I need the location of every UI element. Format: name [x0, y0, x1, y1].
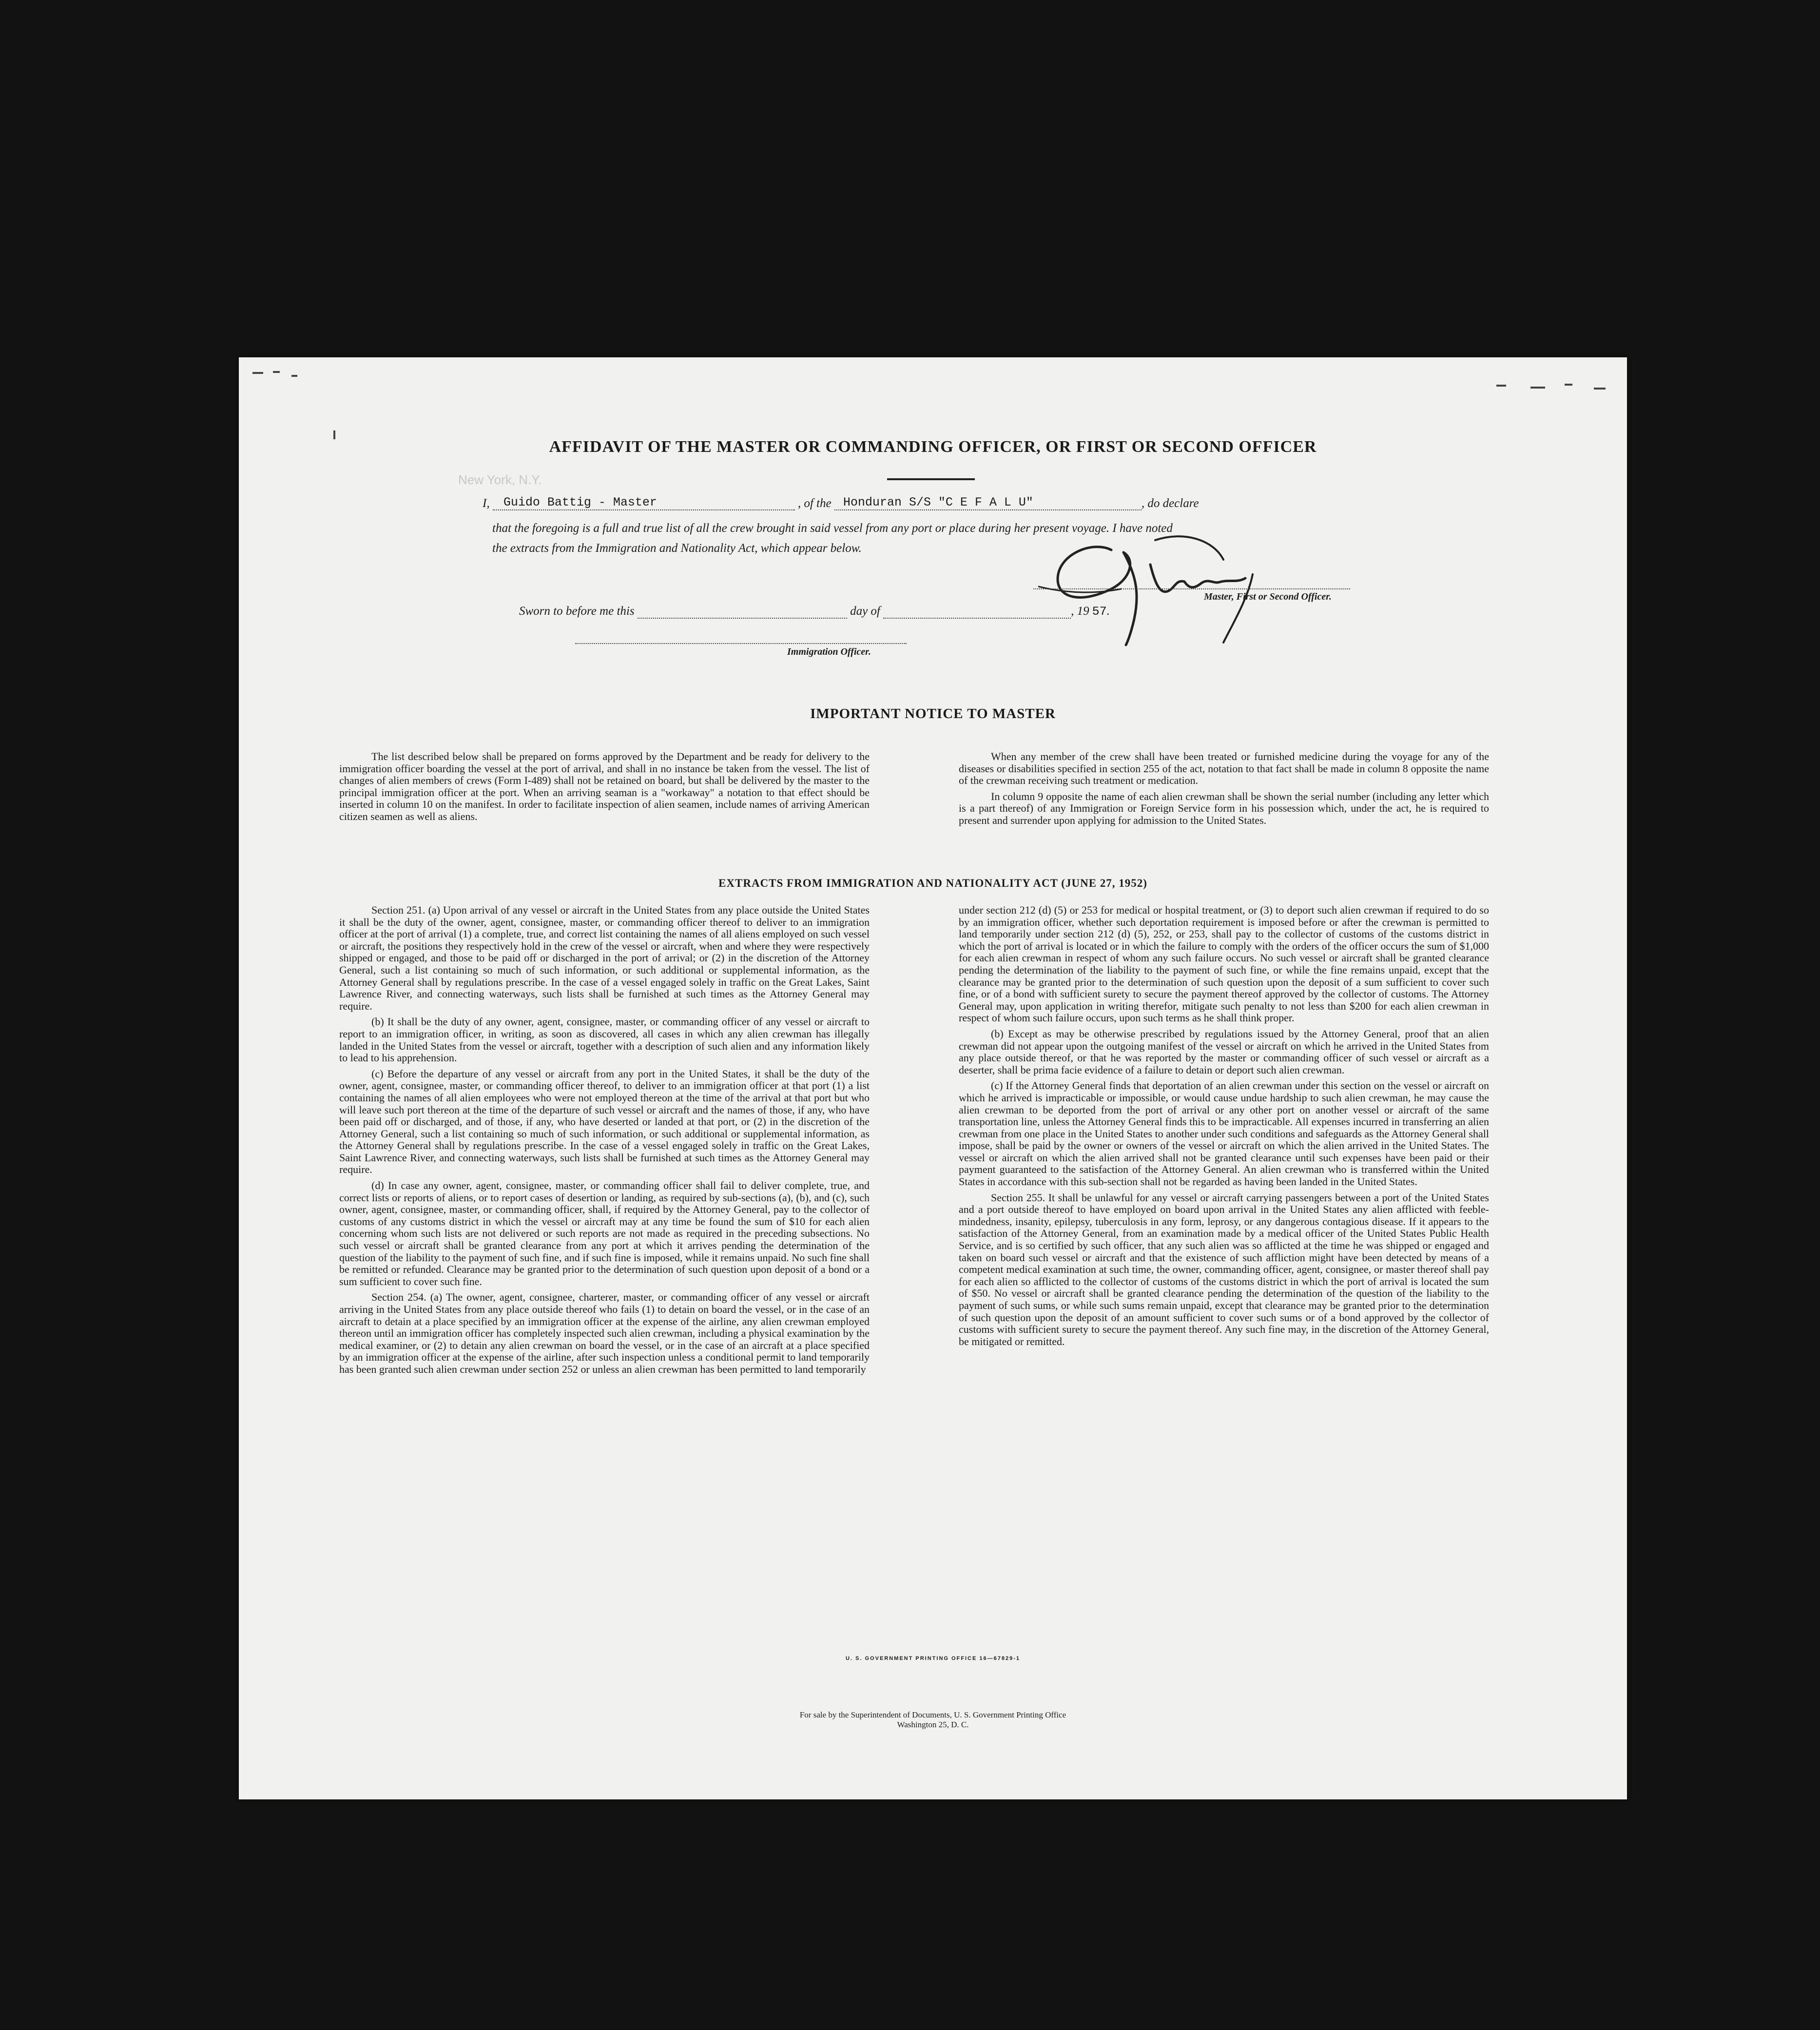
section-paragraph: Section 255. It shall be unlawful for any vessel or aircraft carrying passengers between a port of the United States and a port outside thereof to have employed on board upon arrival in the United States any alien afflicted with feeble-mindedness, insanity, epilepsy, tuberculosis in any form, leprosy, or any dangerous contagious disease. If it appears to the satisfaction of the Attorney General, from an examination made by a medical officer of the United States Public Health Service, and is so certified by such officer, that any such alien was so afflicted at the time he was shipped or engaged and taken on board such vessel or aircraft and that the existence of such affliction might have been detected by means of a competent medical examination at such time, the owner, commanding officer, agent, consignee, or master thereof shall pay for each alien so afflicted to the collector of customs of the customs district in which the port of arrival is located the sum of $50. No vessel or aircraft shall be granted clearance pending the determination of the question of the liability to the payment of such sums, or while such sums remain unpaid, except that clearance may be granted prior to the determination of such question upon the deposit of an amount sufficient to cover such sums or of a bond approved by the collector of customs with sufficient surety to secure the payment thereof. Any such fine may, in the discretion of the Attorney General, be mitigated or remitted.: [959, 1191, 1489, 1347]
sworn-line: [519, 605, 1110, 619]
year-prefix: , 19: [1071, 605, 1089, 618]
day-of-label: day of: [850, 605, 880, 618]
master-signature: [1038, 521, 1350, 647]
master-signature-line: [1033, 588, 1350, 589]
scan-mark: [291, 375, 297, 377]
section-paragraph-continued: under section 212 (d) (5) or 253 for medical or hospital treatment, or (3) to deport such alien crewman if required to do so by an immigration officer, whether such deportation requirement is imposed before or after the crewman is permitted to land temporarily under section 212 (d) (5), 252, or 253, shall pay to the collector of customs of the customs district in which the port of arrival is located or in which the failure to comply with the orders of the officer occurs the sum of $1,000 for each alien crewman in respect of whom any such failure occurs. No such vessel or aircraft shall be granted clearance pending the determination of the liability to the payment of such fine, or while the fine remains unpaid, except that the clearance may be granted prior to the determination of such question upon the deposit of a sum sufficient to cover such fine, or of a bond with sufficient surety to secure the payment thereof approved by the collector of customs. The Attorney General may, upon application in writing therefor, mitigate such penalty to not less than $200 for each alien crewman in respect of whom such failure occurs, upon such terms as he shall think proper.: [959, 904, 1489, 1024]
section-paragraph: (c) Before the departure of any vessel or aircraft from any port in the United States, it shall be the duty of the owner, agent, consignee, master, or commanding officer thereof, to deliver to an immigration officer at that port (1) a list containing the names of all alien employees who were not employed thereon at the time of the arrival at that port but who will leave such port thereon at the time of the departure of such vessel or aircraft and the names of those, if any, who have been paid off or discharged, and of those, if any, who have deserted or landed at that port, or (2) in the discretion of the Attorney General, such a list containing so much of such information, or such additional or supplemental information, as the Attorney General shall by regulations prescribe. In the case of a vessel engaged solely in traffic on the Great Lakes, Saint Lawrence River, and connecting waterways, such lists shall be furnished at such times as the Attorney General may require.: [339, 1067, 870, 1176]
notice-paragraph: When any member of the crew shall have been treated or furnished medicine during the voyage for any of the diseases or disabilities specified in section 255 of the act, notation to that fact shall be made in column 8 opposite the name of the crewman receiving such treatment or medication.: [959, 750, 1489, 787]
officer-signature-line: [575, 643, 907, 644]
section-paragraph: (b) Except as may be otherwise prescribed by regulations issued by the Attorney General, proof that an alien crewman did not appear upon the outgoing manifest of the vessel or aircraft on which he arrived in the United States from any place outside thereof, or that he was reported by the master or commanding officer of such vessel or aircraft as a deserter, shall be prima facie evidence of a failure to detain or deport such alien crewman.: [959, 1027, 1489, 1076]
sale-line-1: For sale by the Superintendent of Documents, U. S. Government Printing Office: [799, 1710, 1066, 1719]
scan-mark: [252, 372, 263, 374]
year-suffix: .: [1106, 605, 1110, 618]
scan-mark: [273, 371, 280, 373]
name-field: [493, 495, 795, 510]
statement-line-2: the extracts from the Immigration and Nationality Act, which appear below.: [492, 542, 862, 555]
master-caption: Master, First or Second Officer.: [1204, 591, 1332, 602]
notice-left-column: [339, 751, 870, 823]
officer-caption: Immigration Officer.: [787, 646, 871, 657]
section-paragraph: (b) It shall be the duty of any owner, agent, consignee, master, or commanding officer of any vessel or aircraft to report to an immigration officer, in writing, as soon as discovered, all cases in which any alien crewman has illegally landed in the United States from the vessel or aircraft, together with a description of such alien and any information likely to lead to his apprehension.: [339, 1015, 870, 1064]
scan-mark: [1530, 387, 1545, 389]
extracts-right-column: [959, 904, 1489, 1347]
section-paragraph: Section 251. (a) Upon arrival of any vessel or aircraft in the United States from any place outside the United States it shall be the duty of the owner, agent, consignee, master, or commanding officer thereof to deliver to an immigration officer at the port of arrival (1) a complete, true, and correct list containing the names of all aliens employed on such vessel or aircraft, the positions they respectively hold in the crew of the vessel or aircraft, when and where they were respectively shipped or engaged, and those to be paid off or discharged in the port of arrival; or (2) in the discretion of the Attorney General, such a list containing so much of such information, or such additional or supplemental information, as the Attorney General shall by regulations prescribe. In the case of a vessel engaged solely in traffic on the Great Lakes, Saint Lawrence River, and connecting waterways, such lists shall be furnished at such times as the Attorney General may require.: [339, 904, 870, 1012]
declaration-line: [483, 495, 1199, 510]
faint-stamp: New York, N.Y.: [458, 472, 542, 487]
title-rule: [887, 478, 975, 480]
master-name: Guido Battig - Master: [503, 495, 657, 509]
document-page: [239, 357, 1627, 1799]
of-the-label: , of the: [797, 497, 832, 510]
section-paragraph: (c) If the Attorney General finds that deportation of an alien crewman under this section on the vessel or aircraft on which he arrived is impracticable or impossible, or would cause undue hardship to such alien crewman, he may cause the alien crewman to be deported from the port of arrival or any other port on another vessel or aircraft of the same transportation line, unless the Attorney General finds this to be impracticable. All expenses incurred in transferring an alien crewman from one place in the United States to another under such conditions and safeguards as the Attorney General shall impose, shall be paid by the owner or owners of the vessel or aircraft on which the alien arrived in the United States. The vessel or aircraft on which the alien arrived shall not be granted clearance until such expenses have been paid or their payment guaranteed to the satisfaction of the Attorney General. An alien crewman who is transferred within the United States in accordance with this sub-section shall not be regarded as having been landed in the United States.: [959, 1079, 1489, 1188]
gpo-line: U. S. GOVERNMENT PRINTING OFFICE 16—67829-1: [845, 1656, 1020, 1661]
section-paragraph: (d) In case any owner, agent, consignee, master, or commanding officer shall fail to deliver complete, true, and correct lists or reports of aliens, or to report cases of desertion or landing, as required by sub-sections (a), (b), and (c), such owner, agent, consignee, master, or commanding officer, shall, if required by the Attorney General, pay to the collector of customs of any customs district in which the vessel or aircraft may at any time be found the sum of $10 for each alien concerning whom such lists are not delivered or such reports are not made as required in the preceding subsections. No such vessel or aircraft shall be granted clearance from any port at which it arrives pending the determination of the question of the liability to the payment of such fine, and if such fine is imposed, while it remains unpaid. No such fine shall be remitted or refunded. Clearance may be granted prior to the determination of such question upon deposit of a bond or a sum sufficient to cover such fine.: [339, 1179, 870, 1288]
scan-mark: [1496, 385, 1506, 387]
sale-line-2: Washington 25, D. C.: [897, 1720, 969, 1729]
notice-right-column: [959, 751, 1489, 827]
notice-paragraph: The list described below shall be prepared on forms approved by the Department and be ready for delivery to the immigration officer boarding the vessel at the port of arrival, and shall in no instance be taken from the vessel. The list of changes of alien members of crews (Form I-489) shall not be retained on board, but shall be delivered by the master to the principal immigration officer at the port. When an arriving seaman is a "workaway" a notation to that effect should be inserted in column 10 on the manifest. In order to facilitate inspection of alien seamen, include names of arriving American citizen seamen as well as aliens.: [339, 750, 870, 822]
vessel-name: Honduran S/S "C E F A L U": [843, 495, 1033, 509]
sworn-label: Sworn to before me this: [519, 605, 635, 618]
extracts-title: EXTRACTS FROM IMMIGRATION AND NATIONALITY ACT (JUNE 27, 1952): [718, 877, 1147, 889]
scan-mark: [1594, 388, 1606, 390]
statement-line-1: that the foregoing is a full and true list of all the crew brought in said vessel from any port or place during her present voyage. I have noted: [492, 522, 1173, 535]
sworn-month-field: [883, 618, 1071, 619]
affidavit-title: AFFIDAVIT OF THE MASTER OR COMMANDING OFFICER, OR FIRST OR SECOND OFFICER: [549, 438, 1317, 456]
extracts-left-column: [339, 904, 870, 1376]
i-label: I,: [483, 497, 490, 510]
sworn-day-field: [638, 618, 847, 619]
year-value: 57: [1092, 605, 1107, 619]
notice-title: IMPORTANT NOTICE TO MASTER: [810, 706, 1056, 722]
vessel-field: [834, 495, 1142, 510]
notice-paragraph: In column 9 opposite the name of each alien crewman shall be shown the serial number (including any letter which is a part thereof) of any Immigration or Foreign Service form in his possession which, under the act, he is required to present and surrender upon applying for admission to the United States.: [959, 790, 1489, 826]
section-paragraph: Section 254. (a) The owner, agent, consignee, charterer, master, or commanding officer of any vessel or aircraft arriving in the United States from any place outside thereof who fails (1) to detain on board the vessel, or in the case of an aircraft to detain at a place specified by an immigration officer at the expense of the airline, any alien crewman employed thereon until an immigration officer has completely inspected such alien crewman, including a physical examination by the medical examiner, or (2) to detain any alien crewman on board the vessel, or in the case of an aircraft at a place specified by an immigration officer at the expense of the airline, after such inspection unless a conditional permit to land temporarily has been granted such alien crewman under section 252 or unless an alien crewman has been permitted to land temporarily: [339, 1291, 870, 1375]
do-declare-label: , do declare: [1141, 497, 1199, 510]
scan-mark: [1565, 384, 1572, 386]
sale-notice: [239, 1710, 1627, 1730]
